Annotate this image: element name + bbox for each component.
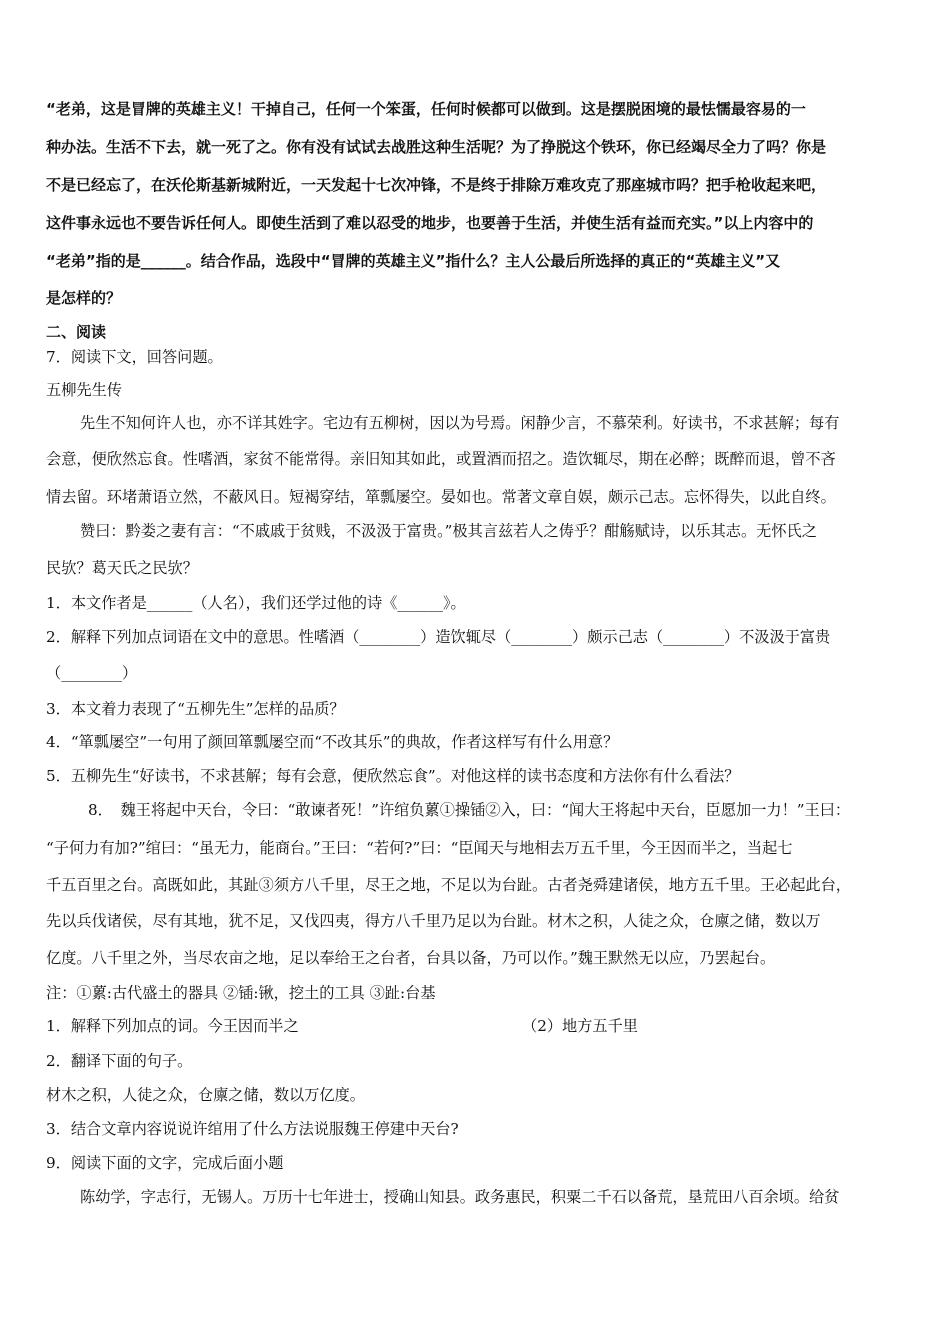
question-item: 5．五柳先生“好读书，不求甚解；每有会意，便欣然忘食”。对他这样的读书态度和方法你有什么看法？: [46, 767, 740, 785]
question-item: 1．本文作者是______（人名），我们还学过他的诗《______》。: [46, 594, 466, 612]
translation-sentence: 材木之积，人徒之众，仓廪之储，数以万亿度。: [46, 1086, 365, 1104]
passage-line: 亿度。八千里之外，当尽农亩之地，足以奉给王之台者，台具以备，乃可以作。”魏王默然无以应，乃罢起台。: [46, 949, 776, 967]
passage-line: “子何力有加?”绾曰：“虽无力，能商台。”王曰：“若何?”曰：“臣闻天与地相去万五千里，今王因而半之，当起七: [46, 839, 793, 857]
passage-line: 会意，便欣然忘食。性嗜酒，家贫不能常得。亲旧知其如此，或置酒而招之。造饮辄尽，期在必醉；既醉而退，曾不吝: [46, 450, 836, 468]
question-item: 3．本文着力表现了“五柳先生”怎样的品质？: [46, 700, 345, 718]
section-title: 二、阅读: [46, 323, 107, 341]
question-intro: 7．阅读下文，回答问题。: [46, 348, 223, 366]
question-item: 2．翻译下面的句子。: [46, 1052, 193, 1070]
passage-line: 民欤？葛天氏之民欤？: [46, 559, 198, 577]
passage-line: “老弟，这是冒牌的英雄主义！干掉自己，任何一个笨蛋，任何时候都可以做到。这是摆脱困境的最怯懦最容易的一: [46, 100, 806, 118]
passage-line: 8． 魏王将起中天台，令曰：“敢谏者死！”许绾负蔂①操锸②入，曰：“闻大王将起中天台，臣愿加一力！”王曰：: [88, 801, 851, 819]
passage-line: 先生不知何许人也，亦不详其姓字。宅边有五柳树，因以为号焉。闲静少言，不慕荣利。好读书，不求甚解；每有: [80, 414, 840, 432]
passage-line: 不是已经忘了，在沃伦斯基新城附近，一天发起十七次冲锋，不是终于排除万难攻克了那座城市吗？把手枪收起来吧，: [46, 176, 827, 194]
question-intro: 9．阅读下面的文字，完成后面小题: [46, 1154, 284, 1172]
passage-line: 情去留。环堵萧语立然，不蔽风日。短褐穿结，箪瓢屡空。晏如也。常著文章自娱，颇示己志。忘怀得失，以此自终。: [46, 488, 836, 506]
annotation-note: 注：①蔂:古代盛土的器具 ②锸:锹，挖土的工具 ③趾:台基: [46, 984, 436, 1002]
question-part: 1．解释下列加点的词。今王因而半之: [46, 1017, 299, 1035]
question-item: 3．结合文章内容说说许绾用了什么方法说服魏王停建中天台?: [46, 1120, 459, 1138]
question-part: （2）地方五千里: [522, 1017, 638, 1035]
question-item: 2．解释下列加点词语在文中的意思。性嗜酒（________）造饮辄尽（________）颇示己志（________）不汲汲于富贵: [46, 628, 831, 646]
question-item: [46, 1015, 912, 1037]
passage-line: “老弟”指的是______。结合作品，选段中“冒牌的英雄主义”指什么？主人公最后所选择的真正的“英雄主义”又: [46, 252, 781, 270]
text-title: 五柳先生传: [46, 381, 122, 399]
passage-line: 这件事永远也不要告诉任何人。即使生活到了难以忍受的地步，也要善于生活，并使生活有益而充实。”以上内容中的: [46, 214, 814, 232]
passage-line: 是怎样的？: [46, 289, 122, 307]
question-item: （________）: [46, 664, 138, 682]
passage-line: 千五百里之台。高既如此，其趾③须方八千里，尽王之地，不足以为台趾。古者尧舜建诸侯，地方五千里。王必起此台，: [46, 876, 851, 894]
passage-line: 先以兵伐诸侯，尽有其地，犹不足，又伐四夷，得方八千里乃足以为台趾。材木之积，人徒之众，仓廪之储，数以万: [46, 912, 821, 930]
passage-line: 赞曰：黔娄之妻有言：“不戚戚于贫贱，不汲汲于富贵。”极其言兹若人之俦乎？酣觞赋诗，以乐其志。无怀氏之: [80, 522, 817, 540]
question-item: 4．“箪瓢屡空”一句用了颜回箪瓢屡空而“不改其乐”的典故，作者这样写有什么用意？: [46, 733, 619, 751]
passage-line: 种办法。生活不下去，就一死了之。你有没有试试去战胜这种生活呢？为了挣脱这个铁环，你已经竭尽全力了吗？你是: [46, 138, 827, 156]
passage-line: 陈幼学，字志行，无锡人。万历十七年进士，授确山知县。政务惠民，积粟二千石以备荒，垦荒田八百余顷。给贫: [80, 1188, 840, 1206]
